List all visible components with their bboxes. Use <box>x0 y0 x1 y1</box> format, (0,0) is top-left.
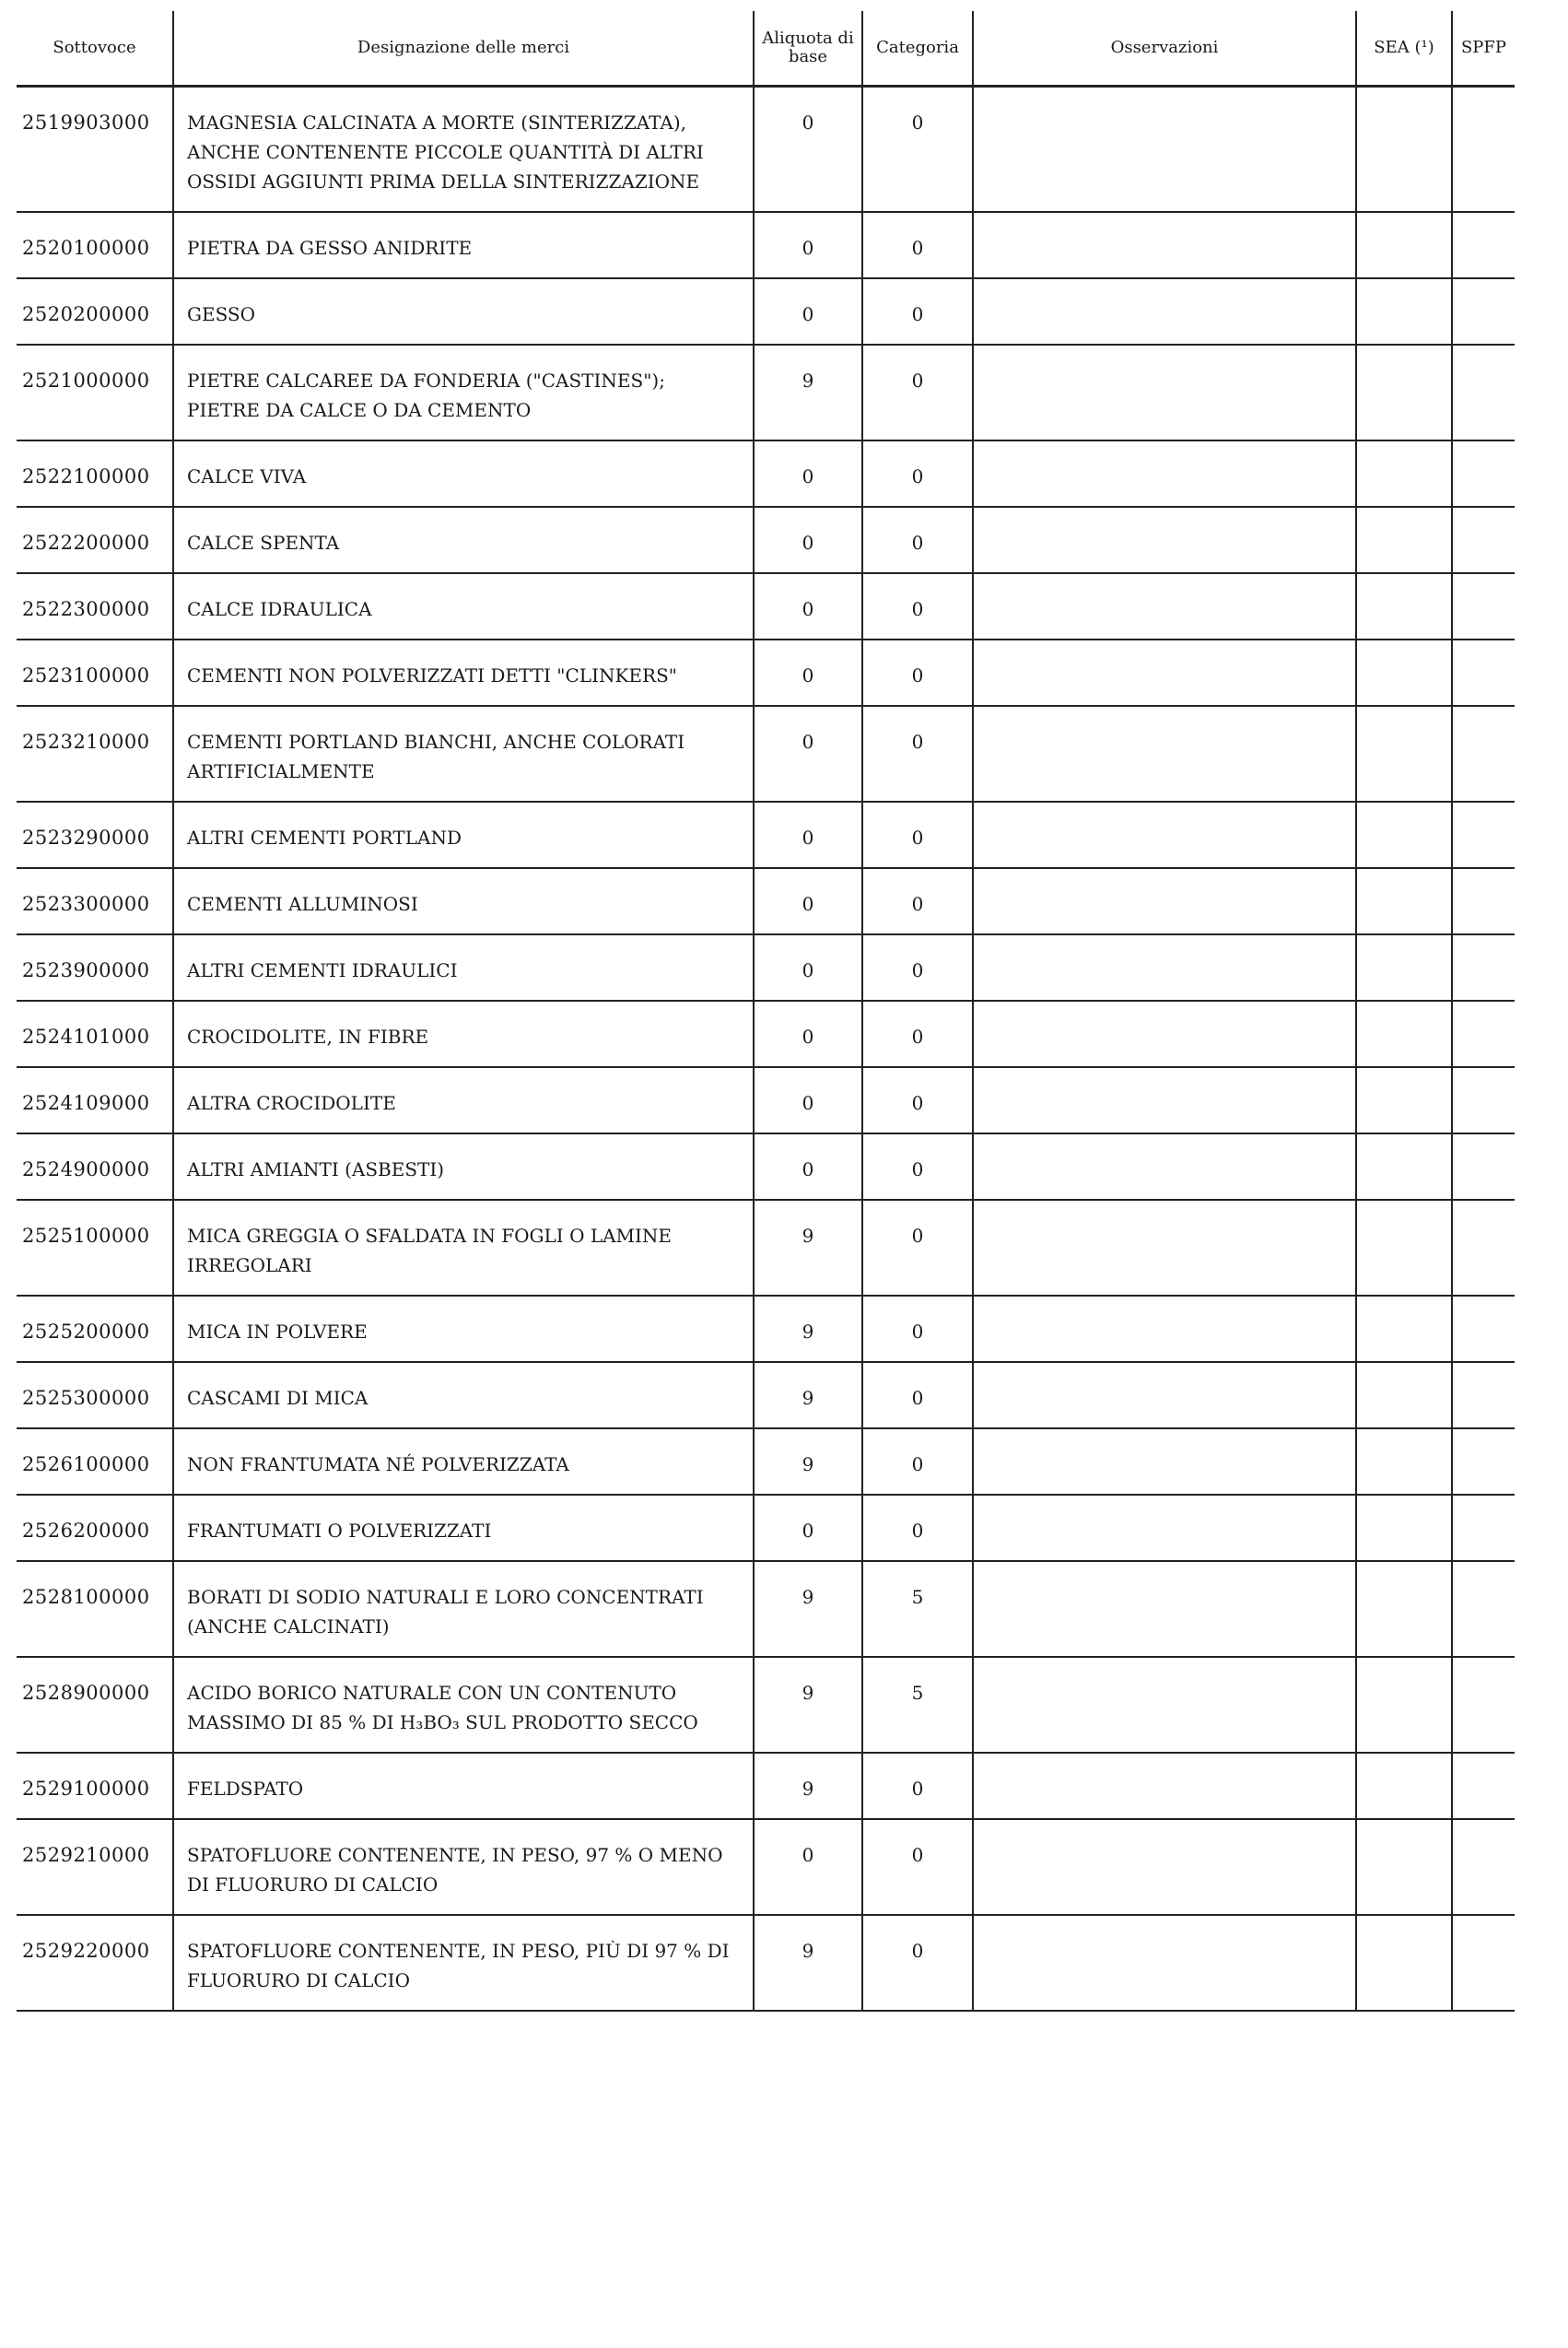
cell-aliquota: 0 <box>754 87 862 213</box>
cell-osservazioni <box>973 1001 1356 1067</box>
cell-sea <box>1356 1133 1452 1200</box>
cell-categoria: 0 <box>862 1067 973 1133</box>
cell-sea <box>1356 1428 1452 1495</box>
cell-designazione: GESSO <box>173 278 754 345</box>
cell-designazione: ALTRA CROCIDOLITE <box>173 1067 754 1133</box>
cell-spfp <box>1452 87 1515 213</box>
table-row <box>17 573 1515 640</box>
cell-sottovoce: 2526100000 <box>22 1453 150 1475</box>
cell-sea <box>1356 440 1452 507</box>
cell-sottovoce: 2525200000 <box>22 1321 150 1343</box>
cell-categoria: 0 <box>862 1200 973 1296</box>
cell-sottovoce: 2525100000 <box>22 1225 150 1247</box>
cell-spfp <box>1452 1067 1515 1133</box>
cell-sottovoce: 2524109000 <box>22 1092 150 1114</box>
cell-sea <box>1356 1362 1452 1428</box>
cell-osservazioni <box>973 1753 1356 1819</box>
tariff-table <box>17 11 1515 2012</box>
cell-spfp <box>1452 1561 1515 1657</box>
cell-sea <box>1356 640 1452 706</box>
cell-designazione: FRANTUMATI O POLVERIZZATI <box>173 1495 754 1561</box>
cell-categoria: 0 <box>862 1753 973 1819</box>
cell-designazione: CALCE VIVA <box>173 440 754 507</box>
table-row <box>17 1819 1515 1915</box>
table-row <box>17 278 1515 345</box>
cell-designazione: SPATOFLUORE CONTENENTE, IN PESO, PIÙ DI 97 % DI FLUORURO DI CALCIO <box>173 1915 754 2011</box>
cell-sottovoce: 2523300000 <box>22 893 150 915</box>
cell-osservazioni <box>973 212 1356 278</box>
cell-aliquota: 9 <box>754 345 862 440</box>
cell-osservazioni <box>973 706 1356 802</box>
header-sea: SEA (¹) <box>1356 11 1452 87</box>
table-row <box>17 1495 1515 1561</box>
cell-sottovoce: 2529210000 <box>22 1844 150 1866</box>
cell-sottovoce: 2529220000 <box>22 1940 150 1962</box>
cell-spfp <box>1452 1753 1515 1819</box>
cell-spfp <box>1452 802 1515 868</box>
header-categoria: Categoria <box>862 11 973 87</box>
cell-categoria: 0 <box>862 573 973 640</box>
table-row <box>17 1133 1515 1200</box>
cell-sottovoce: 2523210000 <box>22 731 150 753</box>
cell-sea <box>1356 868 1452 934</box>
header-spfp: SPFP <box>1452 11 1515 87</box>
cell-aliquota: 0 <box>754 1133 862 1200</box>
cell-sea <box>1356 278 1452 345</box>
table-row <box>17 1362 1515 1428</box>
cell-spfp <box>1452 640 1515 706</box>
cell-aliquota: 0 <box>754 507 862 573</box>
cell-designazione: MAGNESIA CALCINATA A MORTE (SINTERIZZATA), ANCHE CONTENENTE PICCOLE QUANTITÀ DI ALTRI OSSIDI AGGIUNTI PRIMA DELLA SINTERIZZAZIONE <box>173 87 754 213</box>
table-row <box>17 212 1515 278</box>
cell-designazione: NON FRANTUMATA NÉ POLVERIZZATA <box>173 1428 754 1495</box>
cell-aliquota: 0 <box>754 802 862 868</box>
table-header <box>17 11 1515 87</box>
cell-sea <box>1356 1001 1452 1067</box>
cell-sottovoce: 2522200000 <box>22 532 150 554</box>
cell-sottovoce: 2519903000 <box>22 112 150 134</box>
table-body <box>17 87 1515 2012</box>
cell-spfp <box>1452 1819 1515 1915</box>
cell-designazione: MICA GREGGIA O SFALDATA IN FOGLI O LAMINE IRREGOLARI <box>173 1200 754 1296</box>
cell-categoria: 0 <box>862 87 973 213</box>
cell-osservazioni <box>973 345 1356 440</box>
cell-sottovoce: 2526200000 <box>22 1520 150 1542</box>
cell-designazione: CASCAMI DI MICA <box>173 1362 754 1428</box>
table-row <box>17 1753 1515 1819</box>
cell-sea <box>1356 1753 1452 1819</box>
cell-aliquota: 9 <box>754 1561 862 1657</box>
cell-designazione: CALCE SPENTA <box>173 507 754 573</box>
cell-sottovoce: 2523290000 <box>22 827 150 849</box>
cell-sea <box>1356 934 1452 1001</box>
table-row <box>17 1428 1515 1495</box>
cell-sottovoce: 2523100000 <box>22 664 150 687</box>
cell-spfp <box>1452 278 1515 345</box>
cell-aliquota: 9 <box>754 1428 862 1495</box>
cell-aliquota: 9 <box>754 1296 862 1362</box>
cell-sea <box>1356 1067 1452 1133</box>
cell-designazione: PIETRE CALCAREE DA FONDERIA ("CASTINES"); PIETRE DA CALCE O DA CEMENTO <box>173 345 754 440</box>
header-sottovoce: Sottovoce <box>17 11 173 87</box>
cell-aliquota: 9 <box>754 1362 862 1428</box>
cell-aliquota: 0 <box>754 1819 862 1915</box>
cell-sea <box>1356 1200 1452 1296</box>
cell-sea <box>1356 802 1452 868</box>
cell-osservazioni <box>973 1067 1356 1133</box>
cell-categoria: 0 <box>862 934 973 1001</box>
cell-spfp <box>1452 1495 1515 1561</box>
cell-sea <box>1356 1296 1452 1362</box>
cell-aliquota: 0 <box>754 1001 862 1067</box>
cell-categoria: 0 <box>862 1001 973 1067</box>
table-row <box>17 1200 1515 1296</box>
cell-spfp <box>1452 1001 1515 1067</box>
cell-sottovoce: 2520200000 <box>22 303 150 325</box>
cell-sottovoce: 2525300000 <box>22 1387 150 1409</box>
cell-designazione: FELDSPATO <box>173 1753 754 1819</box>
cell-designazione: CEMENTI ALLUMINOSI <box>173 868 754 934</box>
cell-sea <box>1356 1561 1452 1657</box>
cell-osservazioni <box>973 573 1356 640</box>
cell-categoria: 0 <box>862 1428 973 1495</box>
cell-sottovoce: 2524101000 <box>22 1026 150 1048</box>
header-designazione: Designazione delle merci <box>173 11 754 87</box>
cell-osservazioni <box>973 640 1356 706</box>
table-row <box>17 1915 1515 2011</box>
cell-osservazioni <box>973 1561 1356 1657</box>
cell-osservazioni <box>973 507 1356 573</box>
cell-spfp <box>1452 934 1515 1001</box>
cell-aliquota: 0 <box>754 1495 862 1561</box>
cell-spfp <box>1452 1133 1515 1200</box>
cell-sottovoce: 2521000000 <box>22 370 150 392</box>
cell-categoria: 0 <box>862 1495 973 1561</box>
cell-designazione: MICA IN POLVERE <box>173 1296 754 1362</box>
cell-aliquota: 0 <box>754 934 862 1001</box>
cell-osservazioni <box>973 868 1356 934</box>
cell-aliquota: 0 <box>754 706 862 802</box>
cell-sea <box>1356 1915 1452 2011</box>
cell-sea <box>1356 706 1452 802</box>
table-row <box>17 1067 1515 1133</box>
cell-designazione: ALTRI AMIANTI (ASBESTI) <box>173 1133 754 1200</box>
cell-aliquota: 0 <box>754 640 862 706</box>
cell-spfp <box>1452 1200 1515 1296</box>
cell-osservazioni <box>973 1296 1356 1362</box>
cell-aliquota: 0 <box>754 1067 862 1133</box>
cell-osservazioni <box>973 1133 1356 1200</box>
cell-aliquota: 0 <box>754 573 862 640</box>
cell-sea <box>1356 1657 1452 1753</box>
cell-sottovoce: 2520100000 <box>22 237 150 259</box>
header-osservazioni: Osservazioni <box>973 11 1356 87</box>
cell-osservazioni <box>973 1819 1356 1915</box>
cell-sottovoce: 2523900000 <box>22 959 150 981</box>
table-row <box>17 1561 1515 1657</box>
table-row <box>17 640 1515 706</box>
cell-categoria: 0 <box>862 802 973 868</box>
cell-sea <box>1356 345 1452 440</box>
cell-spfp <box>1452 212 1515 278</box>
cell-spfp <box>1452 507 1515 573</box>
cell-osservazioni <box>973 278 1356 345</box>
cell-aliquota: 0 <box>754 868 862 934</box>
cell-categoria: 0 <box>862 1362 973 1428</box>
cell-spfp <box>1452 1296 1515 1362</box>
cell-designazione: PIETRA DA GESSO ANIDRITE <box>173 212 754 278</box>
cell-designazione: ALTRI CEMENTI IDRAULICI <box>173 934 754 1001</box>
cell-aliquota: 9 <box>754 1915 862 2011</box>
table-row <box>17 934 1515 1001</box>
cell-osservazioni <box>973 934 1356 1001</box>
cell-sottovoce: 2528100000 <box>22 1586 150 1608</box>
cell-designazione: SPATOFLUORE CONTENENTE, IN PESO, 97 % O MENO DI FLUORURO DI CALCIO <box>173 1819 754 1915</box>
cell-sottovoce: 2522100000 <box>22 465 150 487</box>
cell-designazione: CEMENTI PORTLAND BIANCHI, ANCHE COLORATI ARTIFICIALMENTE <box>173 706 754 802</box>
cell-categoria: 0 <box>862 868 973 934</box>
table-row <box>17 345 1515 440</box>
cell-osservazioni <box>973 1657 1356 1753</box>
cell-osservazioni <box>973 1200 1356 1296</box>
cell-spfp <box>1452 1915 1515 2011</box>
cell-categoria: 0 <box>862 1819 973 1915</box>
cell-sea <box>1356 212 1452 278</box>
table-row <box>17 802 1515 868</box>
table-row <box>17 507 1515 573</box>
cell-categoria: 0 <box>862 345 973 440</box>
cell-osservazioni <box>973 1495 1356 1561</box>
cell-osservazioni <box>973 1362 1356 1428</box>
cell-osservazioni <box>973 802 1356 868</box>
cell-categoria: 5 <box>862 1561 973 1657</box>
cell-categoria: 0 <box>862 440 973 507</box>
table-row <box>17 868 1515 934</box>
cell-aliquota: 0 <box>754 278 862 345</box>
cell-spfp <box>1452 1362 1515 1428</box>
cell-sottovoce: 2524900000 <box>22 1158 150 1180</box>
cell-sea <box>1356 507 1452 573</box>
cell-categoria: 0 <box>862 212 973 278</box>
cell-designazione: CALCE IDRAULICA <box>173 573 754 640</box>
cell-spfp <box>1452 1428 1515 1495</box>
cell-aliquota: 9 <box>754 1657 862 1753</box>
cell-spfp <box>1452 868 1515 934</box>
cell-categoria: 0 <box>862 1296 973 1362</box>
cell-categoria: 0 <box>862 1915 973 2011</box>
cell-osservazioni <box>973 1428 1356 1495</box>
table-row <box>17 706 1515 802</box>
cell-osservazioni <box>973 1915 1356 2011</box>
cell-categoria: 0 <box>862 278 973 345</box>
cell-spfp <box>1452 573 1515 640</box>
cell-sea <box>1356 573 1452 640</box>
header-aliquota: Aliquota di base <box>754 11 862 87</box>
cell-aliquota: 0 <box>754 212 862 278</box>
cell-designazione: ALTRI CEMENTI PORTLAND <box>173 802 754 868</box>
table-row <box>17 1657 1515 1753</box>
cell-spfp <box>1452 1657 1515 1753</box>
cell-categoria: 0 <box>862 706 973 802</box>
cell-osservazioni <box>973 87 1356 213</box>
cell-aliquota: 0 <box>754 440 862 507</box>
table-row <box>17 87 1515 213</box>
cell-sea <box>1356 1819 1452 1915</box>
cell-designazione: BORATI DI SODIO NATURALI E LORO CONCENTRATI (ANCHE CALCINATI) <box>173 1561 754 1657</box>
cell-sea <box>1356 87 1452 213</box>
cell-sottovoce: 2529100000 <box>22 1778 150 1800</box>
table-row <box>17 1001 1515 1067</box>
cell-designazione: CROCIDOLITE, IN FIBRE <box>173 1001 754 1067</box>
cell-spfp <box>1452 345 1515 440</box>
cell-spfp <box>1452 706 1515 802</box>
cell-sea <box>1356 1495 1452 1561</box>
cell-spfp <box>1452 440 1515 507</box>
cell-osservazioni <box>973 440 1356 507</box>
cell-sottovoce: 2522300000 <box>22 598 150 620</box>
cell-categoria: 5 <box>862 1657 973 1753</box>
cell-designazione: CEMENTI NON POLVERIZZATI DETTI "CLINKERS" <box>173 640 754 706</box>
cell-categoria: 0 <box>862 1133 973 1200</box>
cell-aliquota: 9 <box>754 1200 862 1296</box>
cell-categoria: 0 <box>862 640 973 706</box>
cell-sottovoce: 2528900000 <box>22 1682 150 1704</box>
table-row <box>17 440 1515 507</box>
cell-aliquota: 9 <box>754 1753 862 1819</box>
cell-designazione: ACIDO BORICO NATURALE CON UN CONTENUTO MASSIMO DI 85 % DI H₃BO₃ SUL PRODOTTO SECCO <box>173 1657 754 1753</box>
cell-categoria: 0 <box>862 507 973 573</box>
table-row <box>17 1296 1515 1362</box>
